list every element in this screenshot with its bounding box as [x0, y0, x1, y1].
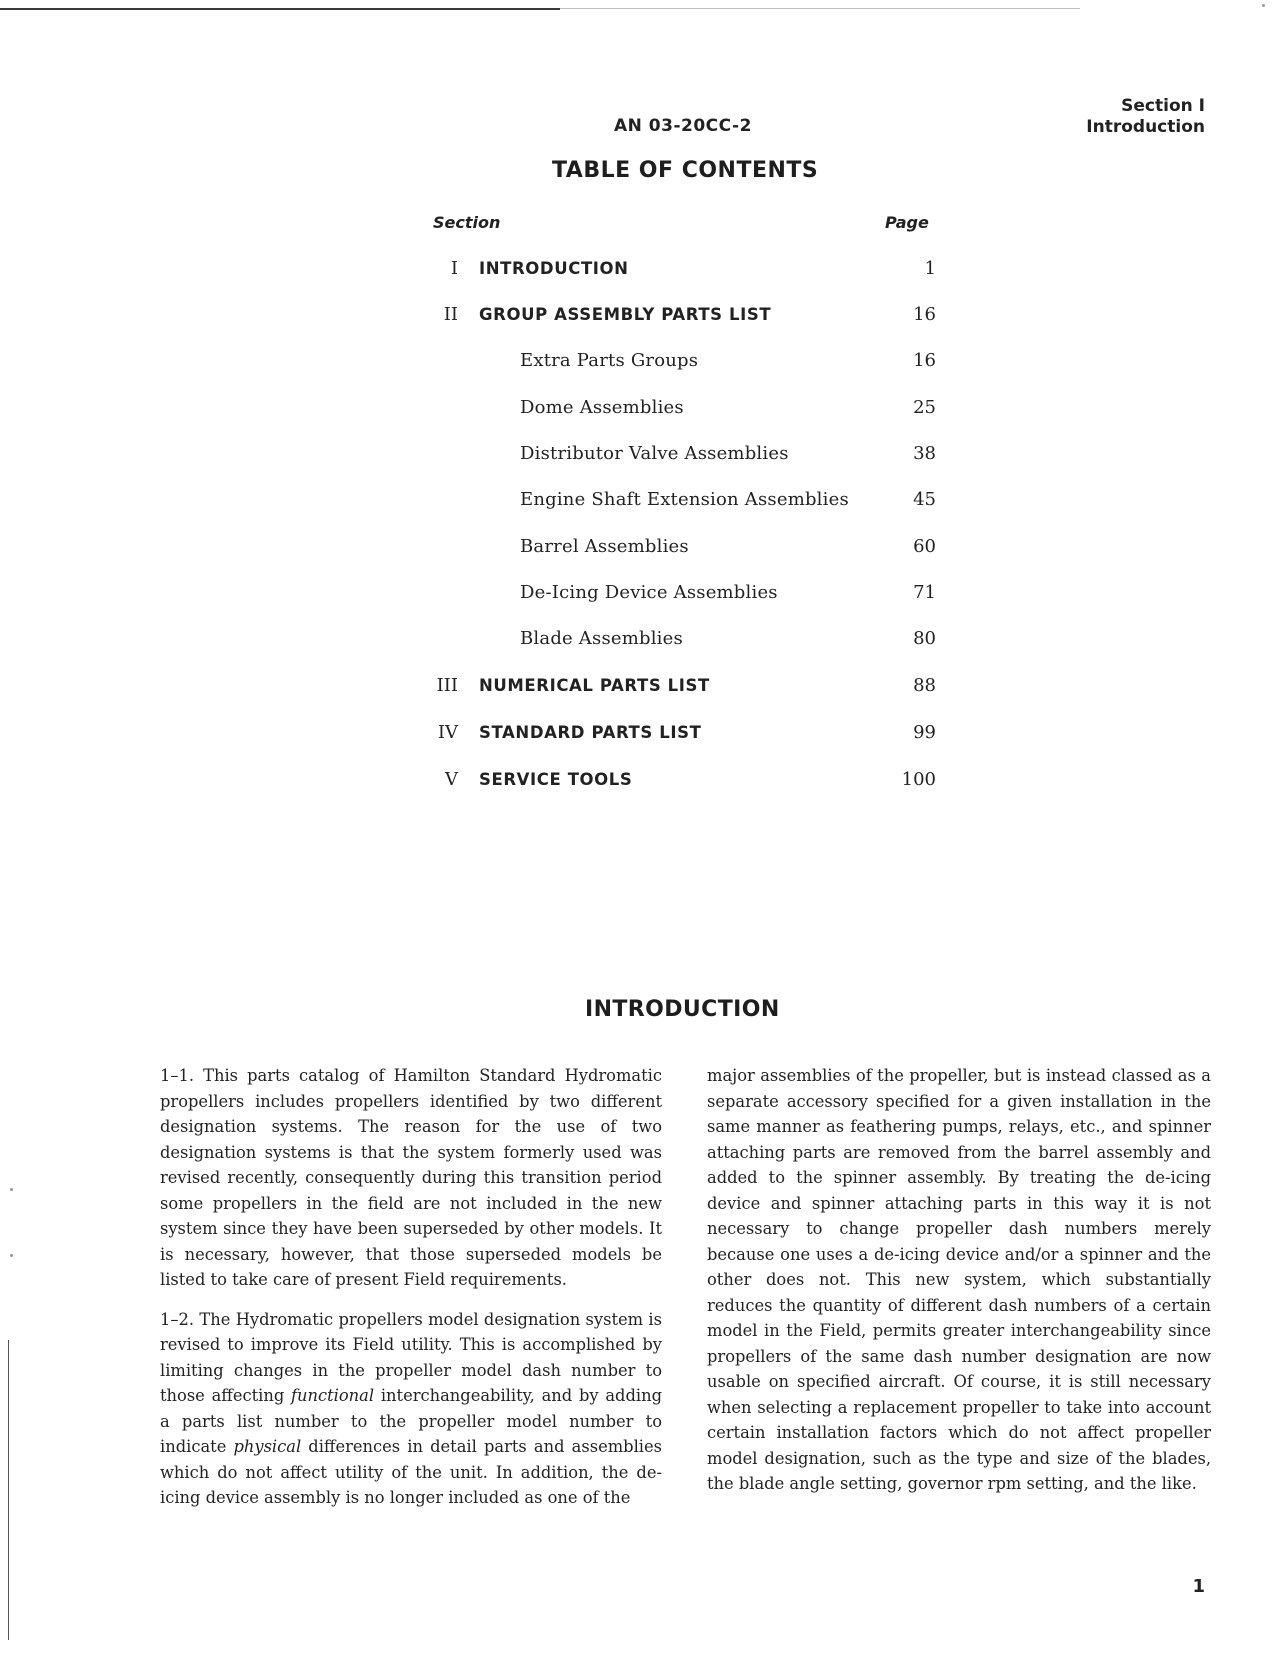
toc-entry-title: Dome Assemblies [520, 397, 684, 418]
scan-speck [1262, 4, 1265, 7]
toc-entry [0, 582, 1285, 612]
toc-entry-page: 88 [913, 675, 936, 696]
page-number: 1 [1192, 1576, 1205, 1597]
top-border-rule-faint [560, 8, 1080, 9]
toc-entry-number: V [445, 769, 458, 790]
toc-entry-page: 71 [913, 582, 936, 603]
toc-title: TABLE OF CONTENTS [552, 158, 819, 183]
toc-entry [0, 769, 1285, 799]
toc-entry [0, 722, 1285, 752]
toc-entry [0, 397, 1285, 427]
toc-entry-page: 16 [913, 350, 936, 371]
toc-entry [0, 443, 1285, 473]
paragraph-text: 1–2. The Hydromatic propellers model designation system is revised to improve its Field utility. This is accomplished by limiting changes in the propeller model dash number to those affecting [160, 1309, 662, 1405]
toc-entry [0, 304, 1285, 334]
toc-entry [0, 536, 1285, 566]
toc-entry-page: 25 [913, 397, 936, 418]
introduction-heading: INTRODUCTION [585, 997, 780, 1022]
toc-entry-page: 60 [913, 536, 936, 557]
toc-entry-page: 45 [913, 489, 936, 510]
toc-entry-page: 99 [913, 722, 936, 743]
toc-column-page: Page [885, 213, 929, 232]
left-margin-rule [8, 1340, 9, 1640]
introduction-left-column [160, 1063, 662, 1525]
toc-entry-number: II [443, 304, 458, 325]
toc-column-section: Section [433, 213, 501, 232]
document-number: AN 03-20CC-2 [614, 116, 752, 136]
toc-entry-title: Distributor Valve Assemblies [520, 443, 789, 464]
toc-entry [0, 350, 1285, 380]
toc-entry-number: I [450, 258, 458, 279]
top-border-rule [0, 8, 560, 10]
toc-entry [0, 489, 1285, 519]
section-label: Section I [1121, 96, 1205, 116]
toc-entry-page: 100 [901, 769, 936, 790]
scan-speck [10, 1188, 13, 1191]
introduction-right-column [707, 1063, 1211, 1511]
paragraph-1-2-continued: major assemblies of the propeller, but is instead classed as a separate accessory specified for a given installation in the same manner as feathering pumps, relays, etc., and spinner attaching parts are removed from the barrel assembly and added to the spinner assembly. By treating the de-icing device and spinner attaching parts in this way it is not necessary to change propeller dash numbers merely because one uses a de-icing device and/or a spinner and the other does not. This new system, which substantially reduces the quantity of different dash numbers of a certain model in the Field, permits greater interchangeability since propellers of the same dash number designation are now usable on specified aircraft. Of course, it is still necessary when selecting a replacement propeller to take into account certain installation factors which do not affect propeller model designation, such as the type and size of the blades, the blade angle setting, governor rpm setting, and the like. [707, 1066, 1211, 1493]
toc-entry-number: III [436, 675, 458, 696]
toc-entry-title: NUMERICAL PARTS LIST [479, 676, 710, 695]
section-header [1086, 96, 1205, 138]
toc-entry-title: Engine Shaft Extension Assemblies [520, 489, 849, 510]
toc-entry-title: GROUP ASSEMBLY PARTS LIST [479, 305, 772, 324]
toc-entry [0, 675, 1285, 705]
paragraph-text: differences in detail parts and assemblies which do not affect utility of the unit. In addition, the de-icing device assembly is no longer included as one of the [160, 1437, 662, 1507]
toc-entry [0, 628, 1285, 658]
toc-entry-title: Barrel Assemblies [520, 536, 689, 557]
toc-entry-title: De-Icing Device Assemblies [520, 582, 778, 603]
toc-entry-page: 80 [913, 628, 936, 649]
toc-entry-page: 1 [924, 258, 936, 279]
toc-entry-title: Blade Assemblies [520, 628, 683, 649]
toc-entry [0, 258, 1285, 288]
toc-entry-title: INTRODUCTION [479, 259, 629, 278]
toc-entry-number: IV [437, 722, 458, 743]
paragraph-1-2 [160, 1307, 662, 1511]
toc-entry-title: STANDARD PARTS LIST [479, 723, 702, 742]
toc-entry-page: 16 [913, 304, 936, 325]
emphasis-functional: functional [291, 1386, 375, 1405]
toc-entry-title: SERVICE TOOLS [479, 770, 633, 789]
scan-speck [10, 1254, 13, 1257]
emphasis-physical: physical [233, 1437, 302, 1456]
section-name: Introduction [1086, 117, 1205, 137]
toc-entry-page: 38 [913, 443, 936, 464]
paragraph-text: interchangeability, and by adding a parts list number to the propeller model number to indicate [160, 1386, 662, 1456]
paragraph-1-1: 1–1. This parts catalog of Hamilton Standard Hydromatic propellers includes propellers identified by two different designation systems. The reason for the use of two designation systems is that the system formerly used was revised recently, consequently during this transition period some propellers in the field are not included in the new system since they have been superseded by other models. It is necessary, however, that those superseded models be listed to take care of present Field requirements. [160, 1066, 662, 1289]
toc-entry-title: Extra Parts Groups [520, 350, 699, 371]
